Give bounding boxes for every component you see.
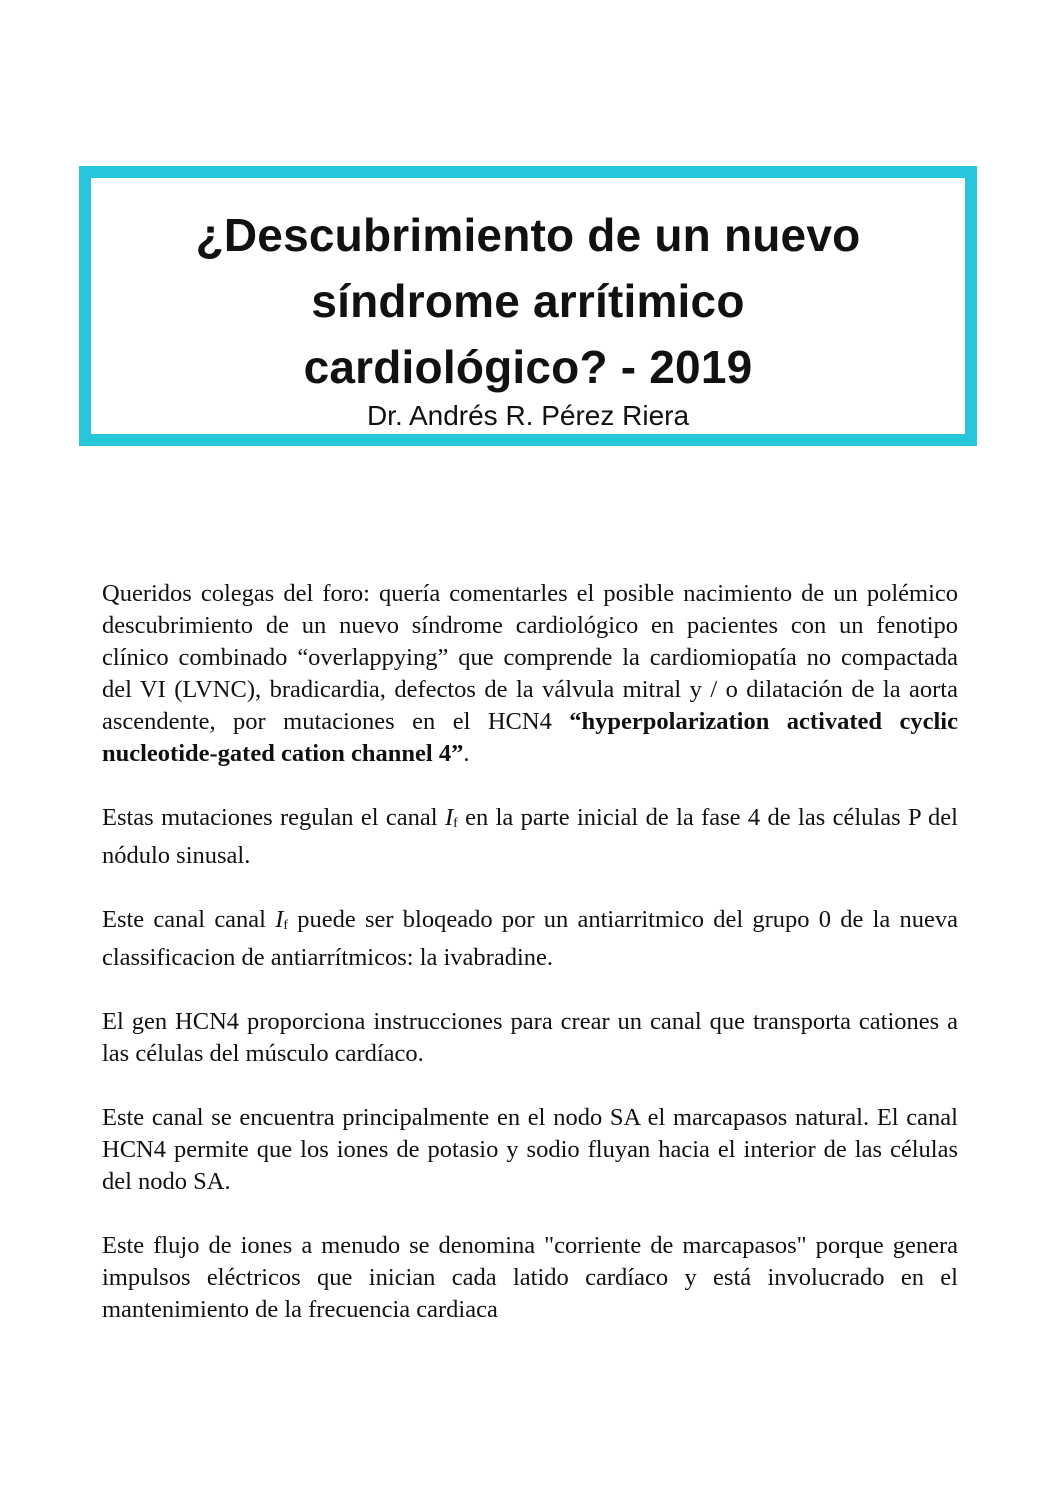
paragraph-3-post: puede ser bloqeado por un antiarritmico del grupo 0 de la nueva classificacion de antiarrítmicos: la ivabradine. (102, 906, 958, 971)
paragraph-1 (102, 578, 958, 770)
page-title (91, 202, 965, 400)
title-line-2: síndrome arrítimico (311, 275, 745, 327)
paragraph-2-pre: Estas mutaciones regulan el canal (102, 804, 445, 831)
title-line-1: ¿Descubrimiento de un nuevo (195, 209, 861, 261)
paragraph-4: El gen HCN4 proporciona instrucciones para crear un canal que transporta cationes a las células del músculo cardíaco. (102, 1008, 958, 1067)
paragraph-3-pre: Este canal canal (102, 906, 276, 933)
title-box (79, 166, 977, 446)
paragraph-1-end: . (463, 740, 470, 767)
article-body (102, 578, 958, 1358)
paragraph-2-post: en la parte inicial de la fase 4 de las células P del nódulo sinusal. (102, 804, 958, 869)
author-name: Dr. Andrés R. Pérez Riera (366, 400, 690, 431)
paragraph-6: Este flujo de iones a menudo se denomina "corriente de marcapasos" porque genera impulsos eléctricos que inician cada latido cardíaco y está involucrado en el mantenimiento de la frecuencia cardiaca (102, 1232, 958, 1323)
if-symbol: I (275, 906, 284, 933)
if-subscript: f (283, 918, 289, 933)
paragraph-5: Este canal se encuentra principalmente en el nodo SA el marcapasos natural. El canal HCN4 permite que los iones de potasio y sodio fluyan hacia el interior de las células del nodo SA. (102, 1104, 958, 1195)
paragraph-2 (102, 802, 958, 872)
paragraph-3 (102, 904, 958, 974)
hcn4-full-name: “hyperpolarization activated cyclic nucleotide-gated cation channel 4” (102, 708, 958, 767)
if-subscript: f (453, 816, 458, 831)
title-line-3: cardiológico? - 2019 (303, 341, 753, 393)
if-symbol: I (444, 804, 454, 831)
paragraph-1-text: Queridos colegas del foro: quería comentarles el posible nacimiento de un polémico descubrimiento de un nuevo síndrome cardiológico en pacientes con un fenotipo clínico combinado “overlappying” que comprende la cardiomiopatía no compactada del VI (LVNC), bradicardia, defectos de la válvula mitral y / o dilatación de la aorta ascendente, por mutaciones en el HCN4 (102, 580, 958, 735)
